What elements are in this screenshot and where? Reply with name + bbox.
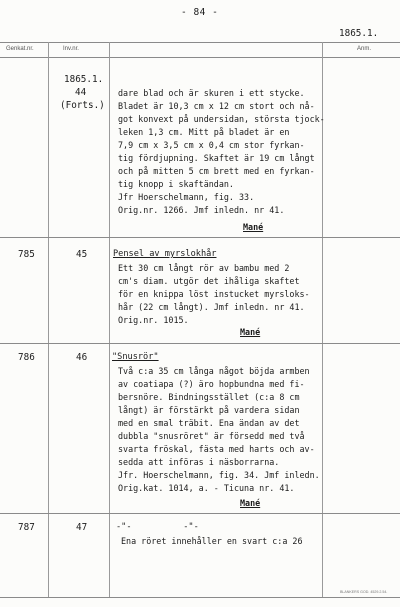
text-line: Ett 30 cm långt rör av bambu med 2 (118, 263, 290, 273)
text-line: leken 1,3 cm. Mitt på bladet är en (118, 127, 290, 137)
text-line: Orig.nr. 1266. Jmf inledn. nr 41. (118, 205, 285, 215)
page-number: - 84 - (181, 7, 219, 18)
text-line: Orig.kat. 1014, a. - Ticuna nr. 41. (118, 483, 295, 493)
text-line: svarta fröskal, fästa med harts och av- (118, 444, 315, 454)
signature: Mané (240, 498, 261, 508)
entry-title: "Snusrör" (112, 352, 159, 362)
entry-inv: 45 (76, 249, 88, 260)
entry-inv: 47 (76, 522, 88, 533)
continuation-year: 1865.1. (64, 74, 104, 85)
continuation-text (118, 87, 325, 217)
text-line: 7,9 cm x 3,5 cm x 0,4 cm stor fyrkan- (118, 140, 305, 150)
entry-inv: 46 (76, 352, 88, 363)
text-line: tig knopp i skaftändan. (118, 179, 234, 189)
continuation-note: (Forts.) (60, 100, 105, 111)
entry-genkat: 786 (18, 352, 35, 363)
signature: Mané (243, 222, 264, 232)
footer-rule (0, 597, 400, 598)
text-line: sedda att införas i näsborrarna. (118, 457, 280, 467)
entry-text (118, 262, 310, 327)
text-line: dubbla "snusröret" är försedd med två (118, 431, 305, 441)
text-line: Orig.nr. 1015. (118, 315, 189, 325)
entry-title: -"- -"- (116, 522, 199, 532)
col-header-anm: Anm. (357, 46, 372, 52)
continuation-inv: 44 (75, 87, 87, 98)
header-top-rule (0, 42, 400, 43)
text-line: för en knippa löst instucket myrsloks- (118, 289, 310, 299)
text-line: Jfr Hoerschelmann, fig. 33. (118, 192, 255, 202)
entry-separator (0, 513, 400, 514)
entry-text (121, 535, 303, 548)
entry-separator (0, 237, 400, 238)
text-line: långt) är förstärkt på vardera sidan (118, 405, 300, 415)
text-line: bersnöre. Bindningsstället (c:a 8 cm (118, 392, 300, 402)
text-line: Bladet är 10,3 cm x 12 cm stort och nå- (118, 101, 315, 111)
text-line: cm's diam. utgör det ihåliga skaftet (118, 276, 300, 286)
entry-genkat: 785 (18, 249, 35, 260)
text-line: Jfr. Hoerschelmann, fig. 34. Jmf inledn. (118, 470, 320, 480)
text-line: och på mitten 5 cm brett med en fyrkan- (118, 166, 315, 176)
text-line: Ena röret innehåller en svart c:a 26 (121, 536, 303, 546)
col-header-genkat: Genkat.nr. (6, 46, 34, 52)
printer-mark: BLANKERS GOD. 4529.2.54. (340, 590, 388, 594)
header-bottom-rule (0, 57, 400, 58)
col-header-inv: Inv.nr. (63, 46, 79, 52)
entry-genkat: 787 (18, 522, 35, 533)
text-line: med en smal träbit. Ena ändan av det (118, 418, 300, 428)
text-line: dare blad och är skuren i ett stycke. (118, 88, 305, 98)
year-heading: 1865.1. (339, 28, 379, 39)
text-line: tig fördjupning. Skaftet är 19 cm långt (118, 153, 315, 163)
entry-text (118, 365, 320, 495)
text-line: got konvext på undersidan, största tjock- (118, 114, 325, 124)
text-line: av coatiapa (?) äro hopbundna med fi- (118, 379, 305, 389)
text-line: Två c:a 35 cm långa något böjda armben (118, 366, 310, 376)
entry-title: Pensel av myrslokhår (113, 249, 217, 259)
text-line: hår (22 cm långt). Jmf inledn. nr 41. (118, 302, 305, 312)
signature: Mané (240, 327, 261, 337)
entry-separator (0, 343, 400, 344)
